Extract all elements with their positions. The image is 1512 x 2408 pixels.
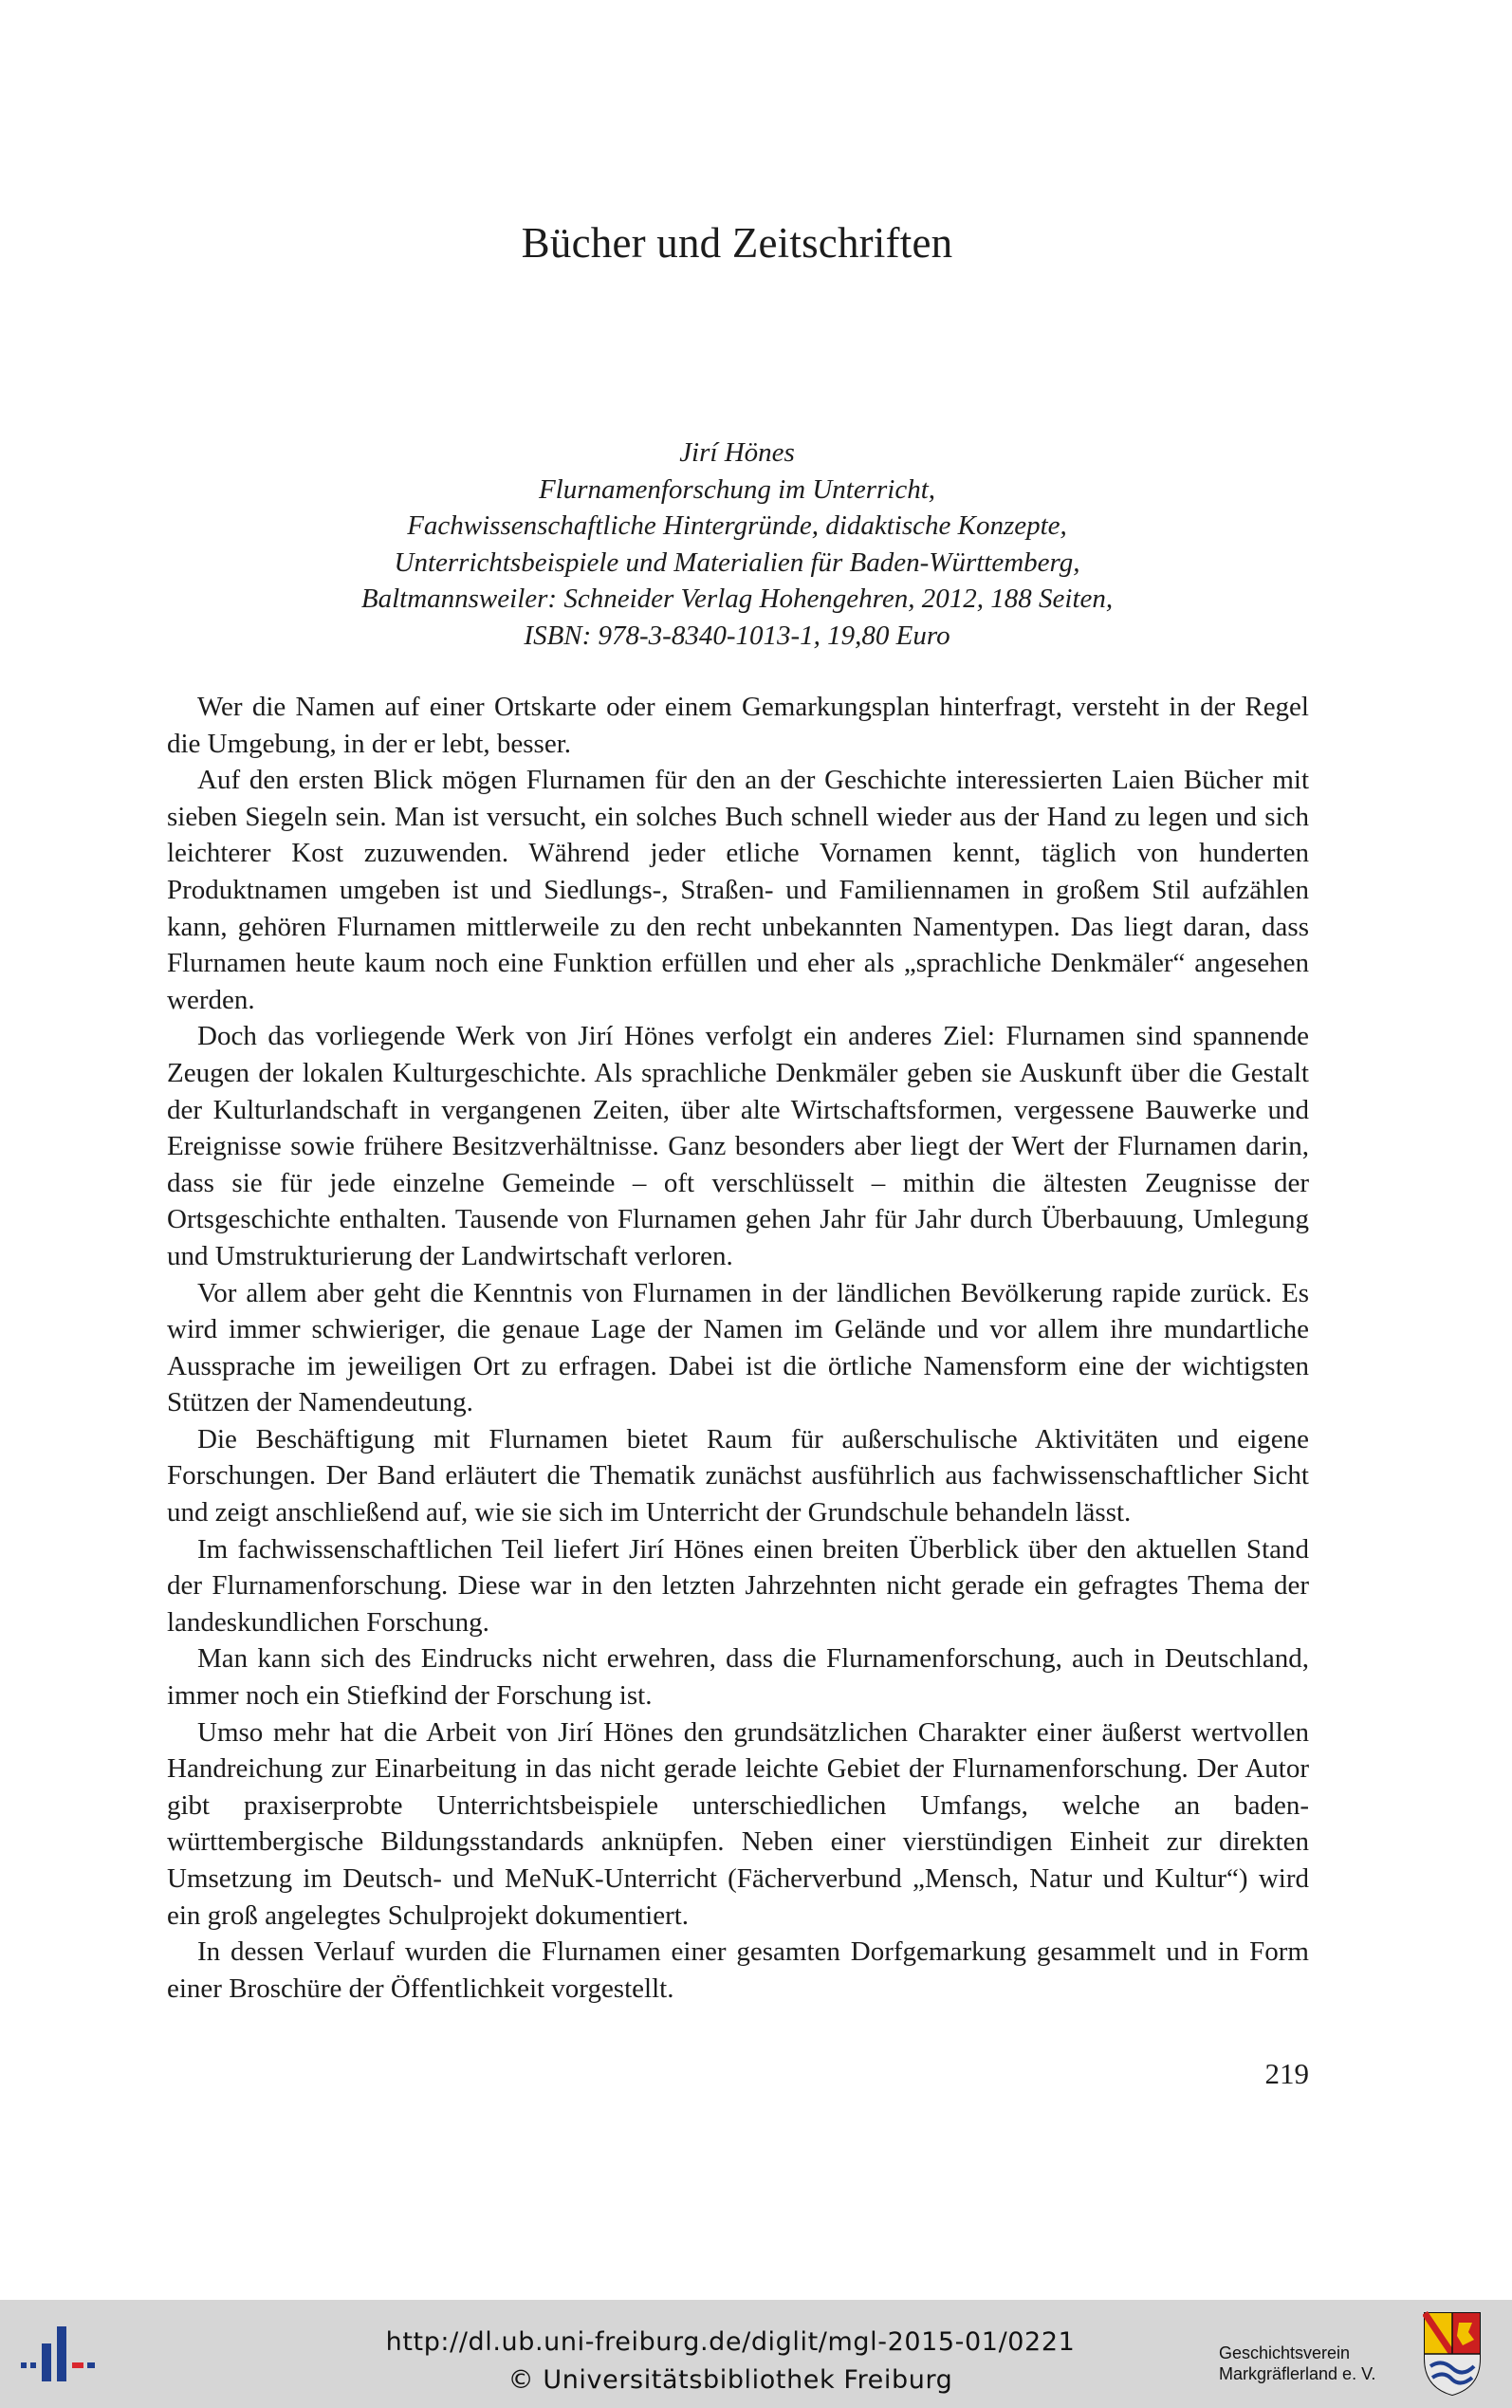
library-footer	[0, 2300, 1512, 2408]
paragraph: Umso mehr hat die Arbeit von Jirí Hönes den grundsätzlichen Charakter einer äußerst wertvollen Handreichung zur Einarbeitung in das nicht gerade leichte Gebiet der Flurnamenforschung. Der Autor gibt praxiserprobte Unterrichtsbeispiele unterschiedlichen Umfangs, welche an baden-württembergische Bildungsstandards anknüpfen. Neben einer vierstündigen Einheit zur direkten Umsetzung im Deutsch- und MeNuK-Unterricht (Fächerverbund „Mensch, Natur und Kultur“) wird ein groß angelegtes Schulprojekt dokumentiert.	[167, 1716, 1309, 1931]
copyright-notice: © Universitätsbibliothek Freiburg	[507, 2365, 953, 2395]
book-citation	[166, 435, 1308, 655]
paragraph: Doch das vorliegende Werk von Jirí Hönes verfolgt ein anderes Ziel: Flurnamen sind spannende Zeugen der lokalen Kulturgeschichte. Als sprachliche Denkmäler geben sie Auskunft über die Gestalt der Kulturlandschaft in vergangenen Zeiten, über alte Wirtschaftsformen, vergessene Bauwerke und Ereignisse sowie frühere Besitzverhältnisse. Ganz besonders aber liegt der Wert der Flurnamen darin, dass sie für jede einzelne Gemeinde – oft verschlüsselt – mithin die ältesten Zeugnisse der Ortsgeschichte enthalten. Tausende von Flurnamen gehen Jahr für Jahr durch Überbauung, Umlegung und Umstrukturierung der Landwirtschaft verloren.	[167, 1021, 1309, 1271]
society-name-line-1: Geschichtsverein	[1219, 2343, 1351, 2362]
society-name	[1219, 2343, 1375, 2384]
citation-title: Flurnamenforschung im Unterricht,	[538, 473, 936, 505]
paragraph: Man kann sich des Eindrucks nicht erwehren, dass die Flurnamenforschung, auch in Deutschland, immer noch ein Stiefkind der Forschung ist.	[167, 1643, 1309, 1712]
citation-isbn-price: ISBN: 978-3-8340-1013-1, 19,80 Euro	[524, 620, 950, 651]
paragraph: Die Beschäftigung mit Flurnamen bietet Raum für außerschulische Aktivitäten und eigene Forschungen. Der Band erläutert die Thematik zunächst ausführlich aus fachwissenschaftlicher Sicht und zeigt anschließend auf, wie sie sich im Unterricht der Grundschule behandeln lässt.	[167, 1423, 1309, 1528]
paragraph: Auf den ersten Blick mögen Flurnamen für den an der Geschichte interessierten Laien Bücher mit sieben Siegeln sein. Man ist versucht, ein solches Buch schnell wieder aus der Hand zu legen und sich leichterer Kost zuzuwenden. Während jeder etliche Vornamen kennt, täglich von hunderten Produktnamen umgeben ist und Siedlungs-, Straßen- und Familiennamen in großem Stil aufzählen kann, gehören Flurnamen mittlerweile zu den recht unbekannten Namentypen. Das liegt daran, dass Flurnamen heute kaum noch eine Funktion erfüllen und eher als „sprachliche Denkmäler“ angesehen werden.	[167, 765, 1309, 1015]
paragraph: Im fachwissenschaftlichen Teil liefert Jirí Hönes einen breiten Überblick über den aktuellen Stand der Flurnamenforschung. Diese war in den letzten Jahrzehnten nicht gerade ein gefragtes Thema der landeskundlichen Forschung.	[167, 1533, 1309, 1638]
paragraph: Vor allem aber geht die Kenntnis von Flurnamen in der ländlichen Bevölkerung rapide zurück. Es wird immer schwieriger, die genaue Lage der Namen im Gelände und vor allem ihre mundartliche Aussprache im jeweiligen Ort zu erfragen. Dabei ist die örtliche Namensform eine der wichtigsten Stützen der Namendeutung.	[167, 1277, 1309, 1418]
paragraph: Wer die Namen auf einer Ortskarte oder einem Gemarkungsplan hinterfragt, versteht in der Regel die Umgebung, in der er lebt, besser.	[167, 692, 1309, 759]
coat-of-arms-icon	[1423, 2311, 1482, 2397]
society-name-line-2: Markgräflerland e. V.	[1219, 2364, 1376, 2383]
citation-subtitle-2: Unterrichtsbeispiele und Materialien für Baden-Württemberg,	[394, 546, 1080, 578]
citation-publisher: Baltmannsweiler: Schneider Verlag Hohengehren, 2012, 188 Seiten,	[360, 583, 1114, 615]
review-body	[167, 689, 1309, 2007]
page-number: 219	[1264, 2057, 1309, 2090]
page-title: Bücher und Zeitschriften	[521, 219, 953, 267]
citation-subtitle-1: Fachwissenschaftliche Hintergründe, didaktische Konzepte,	[407, 510, 1067, 542]
paragraph: In dessen Verlauf wurden die Flurnamen einer gesamten Dorfgemarkung gesammelt und in Form einer Broschüre der Öffentlichkeit vorgestellt.	[167, 1936, 1309, 2004]
document-url[interactable]: http://dl.ub.uni-freiburg.de/diglit/mgl-2015-01/0221	[385, 2327, 1076, 2357]
citation-author: Jirí Hönes	[679, 437, 795, 468]
